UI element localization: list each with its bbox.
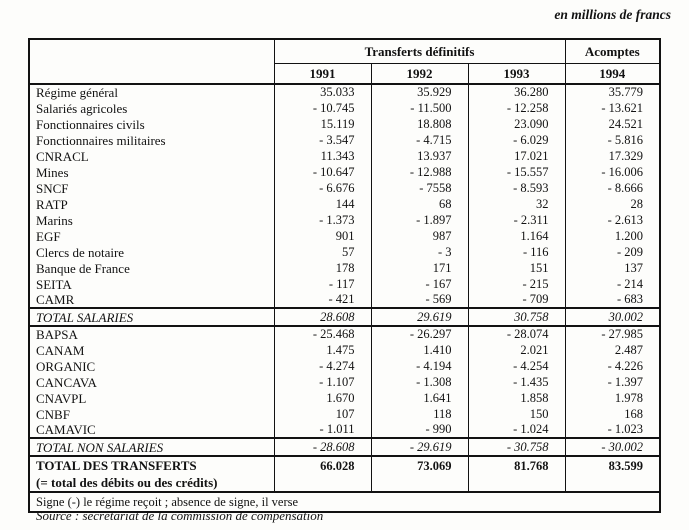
row-label: ORGANIC: [36, 358, 96, 374]
transfers-table: [28, 38, 661, 513]
value-cell: - 5.816: [565, 132, 660, 148]
value-cell: 83.599: [565, 456, 660, 492]
row-label: Salariés agricoles: [36, 100, 128, 116]
value-cell: - 26.297: [371, 326, 468, 342]
value-cell: 137: [565, 260, 660, 276]
table-row: [29, 422, 660, 438]
value-cell: - 1.024: [468, 422, 565, 438]
table-row: [29, 132, 660, 148]
value-cell: - 421: [274, 292, 371, 308]
value-cell: 24.521: [565, 116, 660, 132]
value-cell: - 6.029: [468, 132, 565, 148]
row-label: EGF: [36, 228, 61, 244]
value-cell: - 116: [468, 244, 565, 260]
source-note: Source : secrétariat de la commission de compensation: [36, 508, 324, 523]
value-cell: - 1.897: [371, 212, 468, 228]
value-cell: - 569: [371, 292, 468, 308]
value-cell: - 16.006: [565, 164, 660, 180]
value-cell: - 117: [274, 276, 371, 292]
value-cell: 1.978: [565, 390, 660, 406]
row-label: SNCF: [36, 180, 69, 196]
value-cell: 178: [274, 260, 371, 276]
value-cell: - 10.745: [274, 100, 371, 116]
value-cell: 23.090: [468, 116, 565, 132]
table-row: [29, 276, 660, 292]
value-cell: 11.343: [274, 148, 371, 164]
row-label: CAMR: [36, 292, 75, 307]
value-cell: 2.021: [468, 342, 565, 358]
table-row: [29, 148, 660, 164]
row-label: Fonctionnaires militaires: [36, 132, 166, 148]
value-cell: 28.608: [274, 308, 371, 326]
table-body: [29, 84, 660, 492]
row-label: RATP: [36, 196, 68, 212]
table-row: [29, 228, 660, 244]
value-cell: 28: [565, 196, 660, 212]
table-row: [29, 438, 660, 456]
value-cell: 1.410: [371, 342, 468, 358]
value-cell: - 28.608: [274, 438, 371, 456]
value-cell: 1.641: [371, 390, 468, 406]
row-label: BAPSA: [36, 327, 78, 342]
value-cell: - 1.107: [274, 374, 371, 390]
value-cell: - 25.468: [274, 326, 371, 342]
col-header-1992: 1992: [371, 63, 468, 84]
value-cell: - 1.373: [274, 212, 371, 228]
row-label: TOTAL DES TRANSFERTS (= total des débits ou des crédits): [29, 456, 274, 492]
row-label: Banque de France: [36, 260, 130, 276]
value-cell: - 1.011: [274, 422, 371, 438]
value-cell: - 4.715: [371, 132, 468, 148]
value-cell: - 4.226: [565, 358, 660, 374]
value-cell: 81.768: [468, 456, 565, 492]
value-cell: - 215: [468, 276, 565, 292]
value-cell: 987: [371, 228, 468, 244]
value-cell: 151: [468, 260, 565, 276]
value-cell: - 30.758: [468, 438, 565, 456]
value-cell: 1.858: [468, 390, 565, 406]
value-cell: 18.808: [371, 116, 468, 132]
row-label: Marins: [36, 212, 73, 228]
value-cell: - 1.023: [565, 422, 660, 438]
col-header-1993: 1993: [468, 63, 565, 84]
value-cell: - 1.397: [565, 374, 660, 390]
value-cell: 29.619: [371, 308, 468, 326]
value-cell: 35.033: [274, 84, 371, 100]
value-cell: - 28.074: [468, 326, 565, 342]
value-cell: - 214: [565, 276, 660, 292]
table-row: [29, 260, 660, 276]
table-row: [29, 406, 660, 422]
corner-cell: [29, 39, 274, 84]
value-cell: 2.487: [565, 342, 660, 358]
value-cell: - 1.308: [371, 374, 468, 390]
value-cell: 73.069: [371, 456, 468, 492]
row-label: Mines: [36, 164, 69, 180]
value-cell: - 13.621: [565, 100, 660, 116]
table-row: [29, 180, 660, 196]
row-label: CNAVPL: [36, 390, 87, 406]
value-cell: 30.758: [468, 308, 565, 326]
unit-note: en millions de francs: [554, 7, 671, 22]
value-cell: - 15.557: [468, 164, 565, 180]
value-cell: 1.670: [274, 390, 371, 406]
value-cell: 36.280: [468, 84, 565, 100]
value-cell: - 4.274: [274, 358, 371, 374]
table-row: [29, 164, 660, 180]
col-header-1994: 1994: [565, 63, 660, 84]
value-cell: - 12.258: [468, 100, 565, 116]
value-cell: - 7558: [371, 180, 468, 196]
table-row: [29, 84, 660, 100]
header-group-row: [29, 39, 660, 63]
value-cell: - 8.666: [565, 180, 660, 196]
value-cell: - 6.676: [274, 180, 371, 196]
row-label: Régime général: [36, 85, 118, 100]
table-row: [29, 196, 660, 212]
value-cell: - 167: [371, 276, 468, 292]
table-row: [29, 358, 660, 374]
value-cell: 144: [274, 196, 371, 212]
table-row: [29, 326, 660, 342]
row-label: SEITA: [36, 276, 72, 292]
row-label: CANCAVA: [36, 374, 97, 390]
value-cell: - 683: [565, 292, 660, 308]
table-row: [29, 308, 660, 326]
value-cell: 57: [274, 244, 371, 260]
value-cell: - 3: [371, 244, 468, 260]
table-row: [29, 212, 660, 228]
value-cell: 1.475: [274, 342, 371, 358]
value-cell: - 709: [468, 292, 565, 308]
value-cell: 150: [468, 406, 565, 422]
value-cell: 32: [468, 196, 565, 212]
value-cell: - 8.593: [468, 180, 565, 196]
row-label: TOTAL NON SALARIES: [29, 438, 274, 456]
value-cell: 17.021: [468, 148, 565, 164]
row-label: TOTAL SALARIES: [29, 308, 274, 326]
value-cell: - 2.311: [468, 212, 565, 228]
value-cell: - 27.985: [565, 326, 660, 342]
row-label: Clercs de notaire: [36, 244, 125, 260]
value-cell: - 209: [565, 244, 660, 260]
col-group-transferts-definitifs: Transferts définitifs: [274, 39, 565, 63]
value-cell: 35.929: [371, 84, 468, 100]
value-cell: - 2.613: [565, 212, 660, 228]
value-cell: - 29.619: [371, 438, 468, 456]
value-cell: 30.002: [565, 308, 660, 326]
value-cell: 107: [274, 406, 371, 422]
row-label: Fonctionnaires civils: [36, 116, 145, 132]
value-cell: - 990: [371, 422, 468, 438]
row-label: CNRACL: [36, 148, 89, 164]
sign-footnote: Signe (-) le régime reçoit ; absence de signe, il verse: [36, 494, 299, 509]
value-cell: 118: [371, 406, 468, 422]
value-cell: 13.937: [371, 148, 468, 164]
table-row: [29, 390, 660, 406]
value-cell: 17.329: [565, 148, 660, 164]
table-row: [29, 100, 660, 116]
value-cell: 168: [565, 406, 660, 422]
table-row: [29, 292, 660, 308]
value-cell: 171: [371, 260, 468, 276]
value-cell: 1.200: [565, 228, 660, 244]
row-label: CNBF: [36, 406, 70, 422]
value-cell: - 4.194: [371, 358, 468, 374]
value-cell: - 1.435: [468, 374, 565, 390]
value-cell: - 4.254: [468, 358, 565, 374]
value-cell: 1.164: [468, 228, 565, 244]
value-cell: 68: [371, 196, 468, 212]
row-label: CANAM: [36, 342, 85, 358]
value-cell: - 30.002: [565, 438, 660, 456]
value-cell: - 3.547: [274, 132, 371, 148]
value-cell: - 11.500: [371, 100, 468, 116]
value-cell: 901: [274, 228, 371, 244]
value-cell: 35.779: [565, 84, 660, 100]
table-row: [29, 456, 660, 492]
table-row: [29, 244, 660, 260]
value-cell: 15.119: [274, 116, 371, 132]
value-cell: - 12.988: [371, 164, 468, 180]
table-row: [29, 342, 660, 358]
col-header-1991: 1991: [274, 63, 371, 84]
value-cell: - 10.647: [274, 164, 371, 180]
row-label: CAMAVIC: [36, 422, 96, 437]
value-cell: 66.028: [274, 456, 371, 492]
table-row: [29, 374, 660, 390]
table-row: [29, 116, 660, 132]
col-group-acomptes: Acomptes: [565, 39, 660, 63]
